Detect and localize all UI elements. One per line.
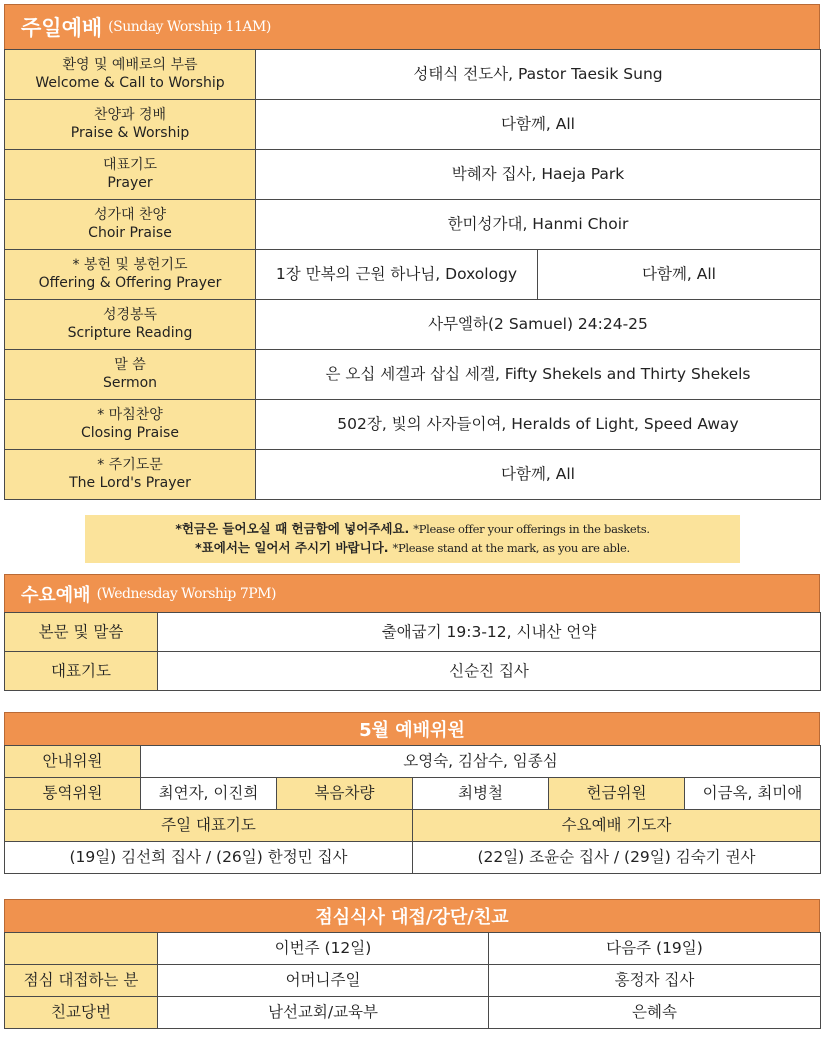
- wednesday-worship-section: [4, 574, 820, 691]
- empty-corner-cell: [5, 933, 158, 965]
- table-row: [5, 933, 821, 965]
- may-committee-table: [4, 745, 821, 874]
- lunch-table: [4, 932, 821, 1029]
- table-row: [5, 300, 821, 350]
- sunday-worship-section: [4, 4, 820, 500]
- fellowship-duty-this: 남선교회/교육부: [158, 997, 489, 1029]
- wednesday-table: [4, 612, 821, 691]
- may-committee-header: [4, 712, 820, 745]
- sunday-title-ko: 주일예배: [21, 16, 103, 40]
- row-label: 본문 및 말씀: [5, 613, 158, 652]
- sunday-worship-header: [4, 4, 820, 49]
- row-label: 성경봉독 Scripture Reading: [5, 300, 256, 350]
- wed-prayer-label: 수요예배 기도자: [413, 810, 821, 842]
- lunch-section: [4, 899, 820, 1029]
- sunday-prayer-value: (19일) 김선희 집사 / (26일) 한정민 집사: [5, 842, 413, 874]
- row-label: * 주기도문 The Lord's Prayer: [5, 450, 256, 500]
- table-row: [5, 652, 821, 691]
- vehicle-label: 복음차량: [277, 778, 413, 810]
- sunday-prayer-label: 주일 대표기도: [5, 810, 413, 842]
- table-row: [5, 997, 821, 1029]
- lunch-host-next: 홍정자 집사: [489, 965, 821, 997]
- lunch-host-label: 점심 대접하는 분: [5, 965, 158, 997]
- usher-label: 안내위원: [5, 746, 141, 778]
- row-value: 은 오십 세겔과 삽십 세겔, Fifty Shekels and Thirty Shekels: [256, 350, 821, 400]
- row-value: 성태식 전도사, Pastor Taesik Sung: [256, 50, 821, 100]
- table-row: [5, 50, 821, 100]
- row-value: 출애굽기 19:3-12, 시내산 언약: [158, 613, 821, 652]
- sunday-order-table: [4, 49, 821, 500]
- lunch-header: [4, 899, 820, 932]
- interp-value: 최연자, 이진희: [141, 778, 277, 810]
- table-row: [5, 746, 821, 778]
- row-label: 환영 및 예배로의 부름 Welcome & Call to Worship: [5, 50, 256, 100]
- wednesday-worship-header: [4, 574, 820, 612]
- table-row: [5, 810, 821, 842]
- table-row: [5, 150, 821, 200]
- row-value-2: 다함께, All: [538, 250, 821, 300]
- row-value: 다함께, All: [256, 100, 821, 150]
- wednesday-title-en: (Wednesday Worship 7PM): [96, 585, 276, 602]
- notice-line-1: *헌금은 들어오실 때 헌금함에 넣어주세요. *Please offer your offerings in the baskets.: [175, 521, 650, 537]
- row-label: 말 씀 Sermon: [5, 350, 256, 400]
- table-row: [5, 778, 821, 810]
- table-row: [5, 450, 821, 500]
- interp-label: 통역위원: [5, 778, 141, 810]
- usher-value: 오영숙, 김삼수, 임종심: [141, 746, 821, 778]
- table-row: [5, 613, 821, 652]
- table-row: [5, 250, 821, 300]
- lunch-title: 점심식사 대접/강단/친교: [315, 907, 509, 928]
- row-value: 502장, 빛의 사자들이여, Heralds of Light, Speed Away: [256, 400, 821, 450]
- table-row: [5, 200, 821, 250]
- offering-label: 헌금위원: [549, 778, 685, 810]
- offering-value: 이금옥, 최미애: [685, 778, 821, 810]
- row-label: 대표기도: [5, 652, 158, 691]
- row-label: 찬양과 경배 Praise & Worship: [5, 100, 256, 150]
- offering-notice: [85, 515, 740, 563]
- col-this-week: 이번주 (12일): [158, 933, 489, 965]
- row-value: 1장 만복의 근원 하나님, Doxology: [256, 250, 538, 300]
- table-row: [5, 965, 821, 997]
- row-value: 신순진 집사: [158, 652, 821, 691]
- col-next-week: 다음주 (19일): [489, 933, 821, 965]
- row-value: 사무엘하(2 Samuel) 24:24-25: [256, 300, 821, 350]
- row-label: 성가대 찬양 Choir Praise: [5, 200, 256, 250]
- row-label: * 마침찬양 Closing Praise: [5, 400, 256, 450]
- table-row: [5, 400, 821, 450]
- sunday-title-en: (Sunday Worship 11AM): [108, 19, 271, 35]
- table-row: [5, 842, 821, 874]
- row-value: 다함께, All: [256, 450, 821, 500]
- row-value: 한미성가대, Hanmi Choir: [256, 200, 821, 250]
- vehicle-value: 최병철: [413, 778, 549, 810]
- notice-line-2: *표에서는 일어서 주시기 바랍니다. *Please stand at the mark, as you are able.: [195, 540, 630, 555]
- lunch-host-this: 어머니주일: [158, 965, 489, 997]
- wednesday-title-ko: 수요예배: [21, 584, 91, 606]
- fellowship-duty-label: 친교당번: [5, 997, 158, 1029]
- may-committee-title: 5월 예배위원: [359, 720, 465, 741]
- fellowship-duty-next: 은혜속: [489, 997, 821, 1029]
- row-label: 대표기도 Prayer: [5, 150, 256, 200]
- row-value: 박혜자 집사, Haeja Park: [256, 150, 821, 200]
- wed-prayer-value: (22일) 조윤순 집사 / (29일) 김숙기 권사: [413, 842, 821, 874]
- may-committee-section: [4, 712, 820, 874]
- table-row: [5, 100, 821, 150]
- row-label: * 봉헌 및 봉헌기도 Offering & Offering Prayer: [5, 250, 256, 300]
- table-row: [5, 350, 821, 400]
